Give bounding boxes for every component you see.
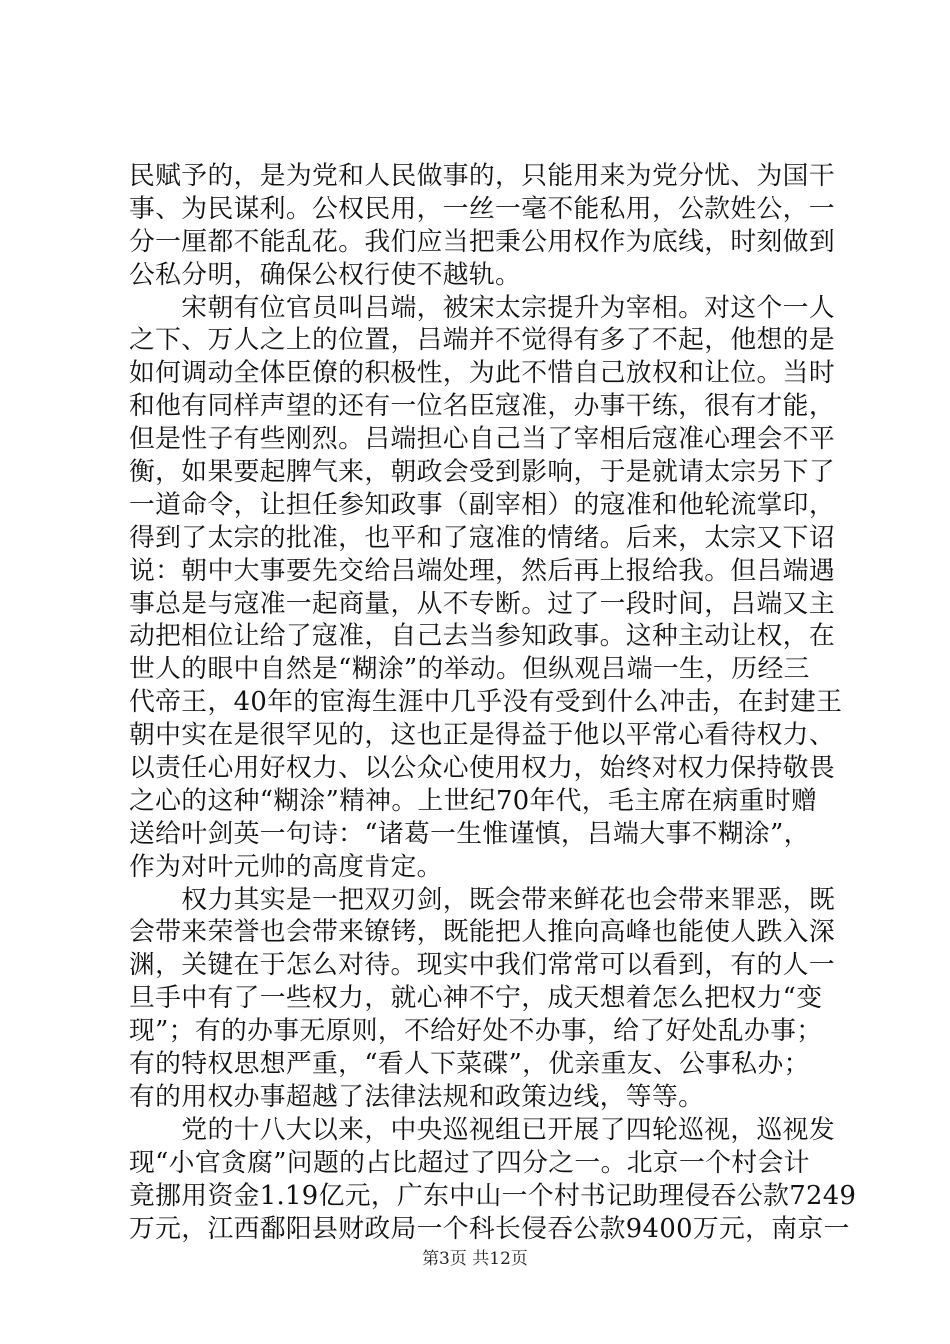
text-line: 如何调动全体臣僚的积极性，为此不惜自己放权和让位。当时: [129, 358, 835, 389]
text-line: 会带来荣誉也会带来镣铐，既能把人推向高峰也能使人跌入深: [129, 917, 835, 948]
text-line: 得到了太宗的批准，也平和了寇准的情绪。后来，太宗又下诏: [129, 522, 835, 553]
text-line: 世人的眼中自然是“糊涂”的举动。但纵观吕端一生，历经三: [129, 654, 810, 685]
text-line: 公私分明，确保公权行使不越轨。: [129, 259, 522, 290]
text-line: 以责任心用好权力、以公众心使用权力，始终对权力保持敬畏: [129, 753, 835, 784]
text-line: 和他有同样声望的还有一位名臣寇准，办事干练，很有才能，: [129, 391, 835, 422]
text-line: 说：朝中大事要先交给吕端处理，然后再上报给我。但吕端遇: [129, 555, 835, 586]
text-line: 一道命令，让担任参知政事（副宰相）的寇准和他轮流掌印，: [129, 489, 835, 520]
text-line: 代帝王，40年的宦海生涯中几乎没有受到什么冲击，在封建王: [129, 687, 843, 718]
text-line: 党的十八大以来，中央巡视组已开展了四轮巡视，巡视发: [129, 1114, 835, 1145]
text-line: 分一厘都不能乱花。我们应当把秉公用权作为底线，时刻做到: [129, 226, 835, 257]
document-body: [129, 160, 857, 1245]
text-line: 宋朝有位官员叫吕端，被宋太宗提升为宰相。对这个一人: [129, 292, 835, 323]
text-line: 动把相位让给了寇准，自己去当参知政事。这种主动让权，在: [129, 621, 835, 652]
text-line: 送给叶剑英一句诗：“诸葛一生惟谨慎，吕端大事不糊涂”，: [129, 818, 810, 849]
text-line: 现”；有的办事无原则，不给好处不办事，给了好处乱办事；: [129, 1016, 823, 1047]
text-line: 民赋予的，是为党和人民做事的，只能用来为党分忧、为国干: [129, 161, 835, 191]
text-line: 朝中实在是很罕见的，这也正是得益于他以平常心看待权力、: [129, 720, 835, 751]
page-number-footer: 第3页 共12页: [422, 1249, 528, 1269]
text-line: 万元，江西鄱阳县财政局一个科长侵吞公款9400万元，南京一: [129, 1213, 850, 1244]
text-line: 旦手中有了一些权力，就心神不宁，成天想着怎么把权力“变: [129, 983, 823, 1014]
text-line: 竟挪用资金1.19亿元，广东中山一个村书记助理侵吞公款7249: [129, 1180, 857, 1211]
text-line: 但是性子有些刚烈。吕端担心自己当了宰相后寇准心理会不平: [129, 424, 835, 455]
text-line: 有的用权办事超越了法律法规和政策边线，等等。: [129, 1081, 705, 1112]
text-line: 之下、万人之上的位置，吕端并不觉得有多了不起，他想的是: [129, 325, 835, 356]
text-line: 现“小官贪腐”问题的占比超过了四分之一。北京一个村会计: [129, 1147, 810, 1178]
text-line: 作为对叶元帅的高度肯定。: [129, 851, 443, 882]
text-line: 事、为民谋利。公权民用，一丝一毫不能私用，公款姓公，一: [129, 193, 835, 224]
text-line: 之心的这种“糊涂”精神。上世纪70年代，毛主席在病重时赠: [129, 785, 818, 816]
text-line: 渊，关键在于怎么对待。现实中我们常常可以看到，有的人一: [129, 950, 835, 981]
text-line: 有的特权思想严重，“看人下菜碟”，优亲重友、公事私办；: [129, 1049, 810, 1080]
text-line: 权力其实是一把双刃剑，既会带来鲜花也会带来罪恶，既: [129, 884, 835, 915]
text-line: 事总是与寇准一起商量，从不专断。过了一段时间，吕端又主: [129, 588, 835, 619]
text-line: 衡，如果要起脾气来，朝政会受到影响，于是就请太宗另下了: [129, 457, 835, 488]
